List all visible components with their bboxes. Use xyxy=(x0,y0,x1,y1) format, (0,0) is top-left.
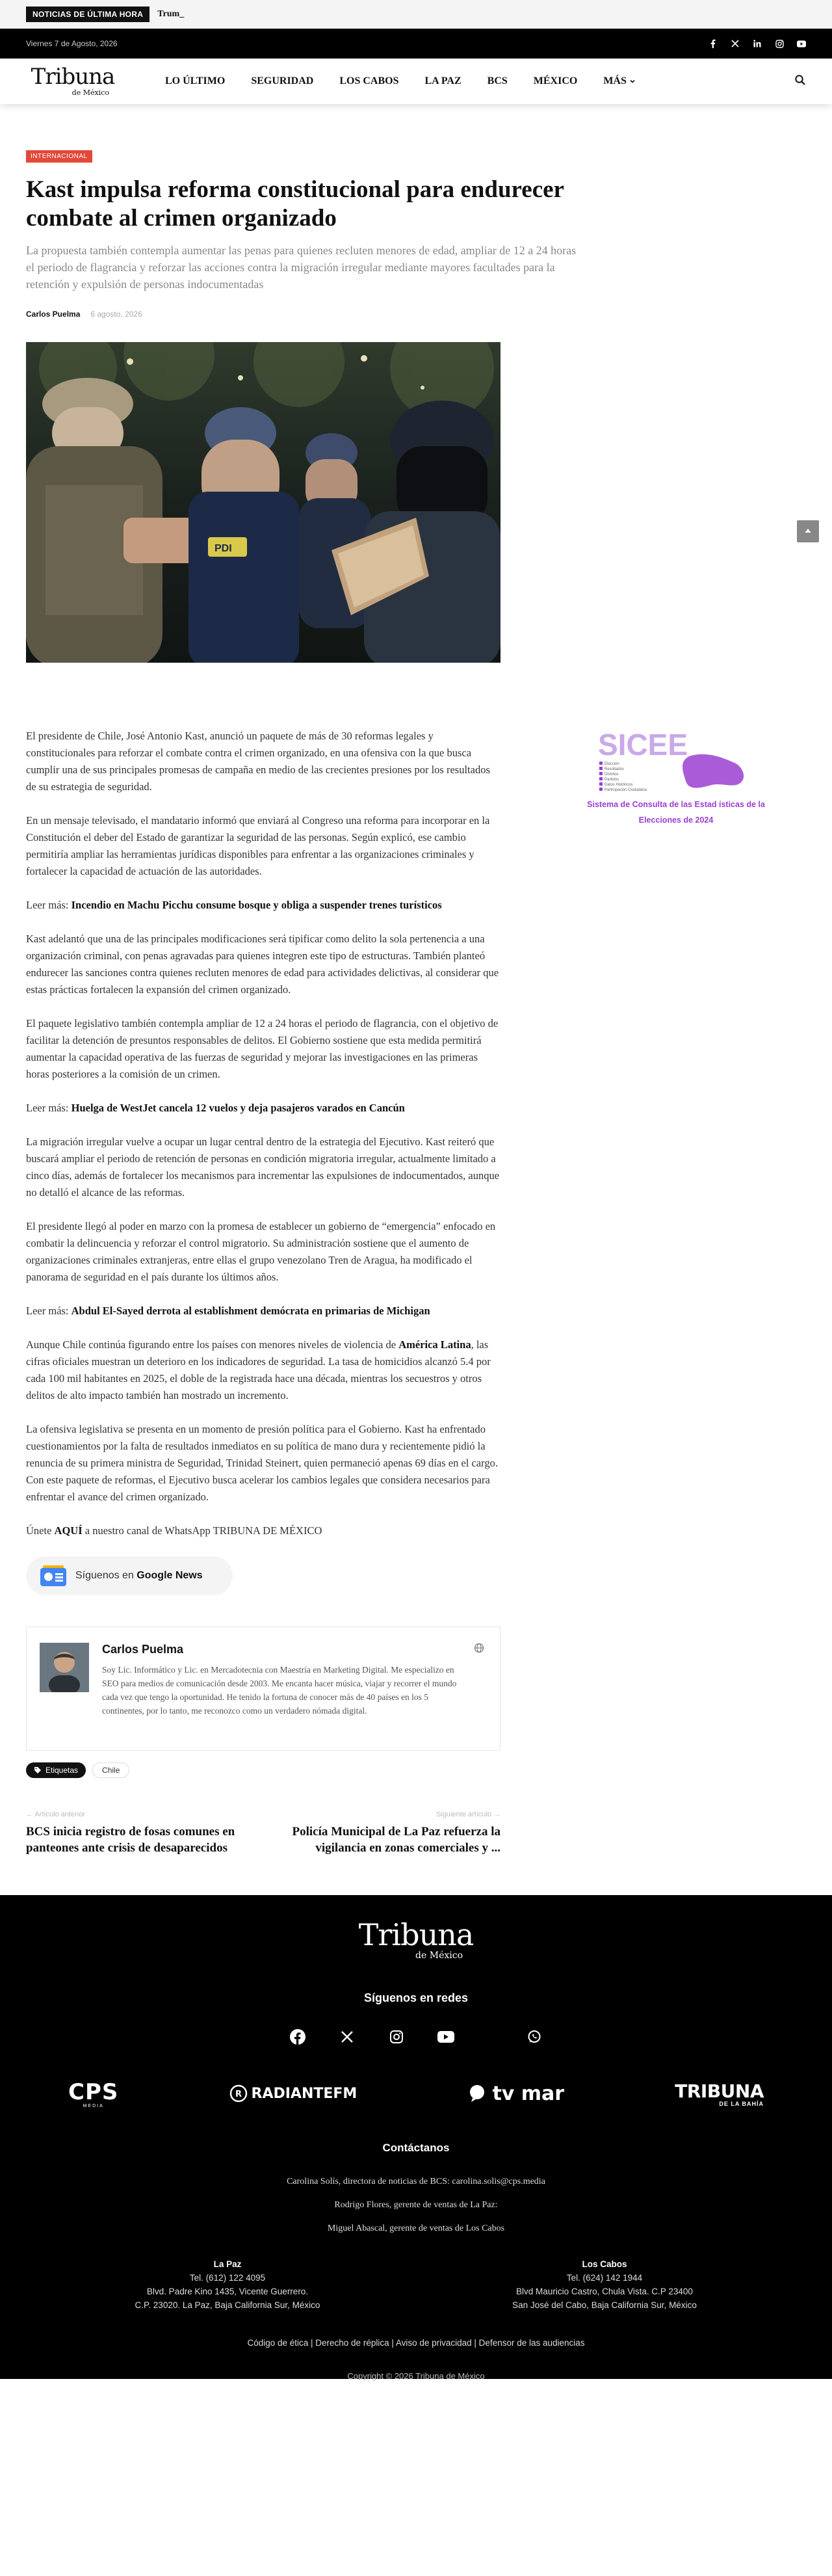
next-article-label: Siguiente artículo → xyxy=(436,1811,500,1818)
author-name[interactable]: Carlos Puelma xyxy=(102,1643,184,1656)
author-box xyxy=(26,1627,500,1751)
logo-sub-text: de México xyxy=(72,88,109,97)
chevron-down-icon xyxy=(629,78,636,85)
paragraph-text: , las cifras oficiales muestran un deterioro en los indicadores de seguridad. La tasa de homicidios alcanzó 5.4 por cada 100 mil habitantes en 2025, el doble de la registrada hace una década, mientras los secuestros y otros delitos de alto impacto también han mostrado un incremento. xyxy=(26,1338,491,1401)
brand-tribuna-text: TRIBUNA xyxy=(675,2080,764,2102)
office-address: Blvd. Padre Kino 1435, Vicente Guerrero. xyxy=(146,2287,309,2296)
paragraph: El presidente llegó al poder en marzo con la promesa de establecer un gobierno de “emergencia” enfocado en combatir la delincuencia y reforzar el control migratorio. Su administración sostiene que el aumento de organizaciones criminales extranjeras, entre ellas el grupo venezolano Tren de Aragua, ha modificado el panorama de seguridad en el país durante los últimos años. xyxy=(26,1220,496,1283)
paragraph: El presidente de Chile, José Antonio Kast, anunció un paquete de más de 30 reformas legales y constitucionales para reforzar el combate contra el crimen organizado, en una ofensiva con la que busca cumplir una de sus principales promesas de campaña en medio de las crecientes presiones por los resultados de su estrategia de seguridad. xyxy=(26,730,490,793)
site-logo[interactable] xyxy=(26,63,120,100)
back-to-top-button[interactable] xyxy=(797,520,819,542)
brand-cps-media[interactable] xyxy=(68,2079,118,2108)
search-icon xyxy=(794,74,806,86)
read-more-label: Leer más: xyxy=(26,899,72,911)
whatsapp-cta xyxy=(26,1522,500,1539)
breaking-news-label: NOTICIAS DE ÚLTIMA HORA xyxy=(26,7,150,22)
youtube-icon[interactable] xyxy=(797,39,806,48)
contacts-list xyxy=(0,2170,832,2240)
svg-text:Participación Ciudadana: Participación Ciudadana xyxy=(604,788,647,792)
author-bio: Soy Lic. Informático y Lic. en Mercadotecnia con Maestría en Marketing Digital. Me especializo en SEO para medios de comunicación desde 2003. Me encanta hacer música, viajar y recorrer el mundo cada vez que tengo la oportunidad. He tenido la fortuna de conocer más de 40 países en los 5 continentes, por lo tanto, me reconozco como un verdadero nómada digital. xyxy=(102,1665,457,1716)
brand-tvmar-text: tv mar xyxy=(492,2082,565,2105)
nav-item-mas-label: MÁS xyxy=(603,75,627,86)
breaking-news-bar xyxy=(0,0,832,29)
article-content xyxy=(26,728,500,1856)
google-news-icon xyxy=(40,1565,66,1586)
article-subtitle: La propuesta también contempla aumentar las penas para quienes recluten menores de edad, ampliar de 12 a 24 horas el periodo de flagrancia y reforzar las acciones contra la migración irregular mediante mayores facultades para la retención y expulsión de personas indocumentadas xyxy=(26,244,577,291)
author-avatar[interactable] xyxy=(40,1643,89,1692)
svg-text:Datos Históricos: Datos Históricos xyxy=(604,783,633,787)
contact-line: Rodrigo Flores, gerente de ventas de La Paz: xyxy=(334,2200,498,2210)
nav-item-bcs[interactable]: BCS xyxy=(487,75,508,86)
svg-text:SICEE: SICEE xyxy=(598,728,688,762)
svg-text:R: R xyxy=(235,2090,242,2099)
office-phone[interactable]: Tel. (612) 122 4095 xyxy=(189,2273,266,2283)
footer-logo-main: Tribuna xyxy=(358,1917,474,1952)
paragraph: La ofensiva legislativa se presenta en un momento de presión política para el Gobierno. Kast ha enfrentado cuestionamientos por la falta de resultados inmediatos en su política de mano dura y recientemente pidió la renuncia de su primera ministra de Seguridad, Trinidad Steinert, quien permaneció apenas 69 días en el cargo. Con este paquete de reformas, el Ejecutivo busca acelerar los cambios legales que considera necesarios para enfrentar el avance del crimen organizado. xyxy=(26,1423,498,1503)
top-bar xyxy=(0,29,832,59)
read-more-link[interactable]: Abdul El-Sayed derrota al establishment demócrata en primarias de Michigan xyxy=(71,1305,430,1317)
main-nav xyxy=(165,75,794,87)
svg-text:Distritos: Distritos xyxy=(604,773,619,777)
office-address: Blvd Mauricio Castro, Chula Vista. C.P 23400 xyxy=(516,2287,693,2296)
footer-logo-sub: de México xyxy=(415,1950,463,1961)
america-latina-link[interactable]: América Latina xyxy=(398,1338,471,1351)
nav-item-mexico[interactable]: MÉXICO xyxy=(533,75,578,86)
whatsapp-cta-text: Únete xyxy=(26,1524,55,1537)
whatsapp-cta-text: a nuestro canal de WhatsApp TRIBUNA DE MÉXICO xyxy=(82,1524,322,1537)
tags-label-text: Etiquetas xyxy=(46,1766,79,1775)
facebook-icon[interactable] xyxy=(708,39,718,48)
read-more-label: Leer más: xyxy=(26,1102,72,1114)
contact-line: Miguel Abascal, gerente de ventas de Los Cabos xyxy=(327,2224,505,2233)
arrow-up-icon xyxy=(804,527,812,535)
article-hero-image xyxy=(26,342,500,663)
office-los-cabos xyxy=(468,2257,741,2312)
brand-cps-text: CPS xyxy=(68,2078,119,2105)
paragraph: La migración irregular vuelve a ocupar un lugar central dentro de la estrategia del Ejecutivo. Kast reiteró que buscará ampliar el periodo de retención de personas en condición migratoria irregular, actualmente limitado a cinco días, además de fortalecer los mecanismos para incrementar las expulsiones de indocumentados, aunque no detalló el alcance de las reformas. xyxy=(26,1135,500,1199)
svg-text:Elecciones de 2024: Elecciones de 2024 xyxy=(638,816,714,825)
brand-radiante-fm[interactable] xyxy=(229,2084,358,2103)
nav-item-los-cabos[interactable]: LOS CABOS xyxy=(339,75,399,86)
nav-item-mas[interactable] xyxy=(603,75,636,87)
svg-text:Sistema de Consulta de las Est: Sistema de Consulta de las Estad ísticas de la xyxy=(587,800,765,809)
previous-article-label: ← Artículo anterior xyxy=(26,1811,86,1818)
paragraph: El paquete legislativo también contempla ampliar de 12 a 24 horas el periodo de flagrancia, con el objetivo de facilitar la detención de presuntos responsables de delitos. El Gobierno sostiene que esta medida permitirá aumentar la capacidad operativa de las fuerzas de seguridad y mejorar las investigaciones en las primeras horas posteriores a la comisión de un crimen. xyxy=(26,1017,499,1080)
article-container xyxy=(26,104,806,1856)
instagram-icon[interactable] xyxy=(775,39,784,48)
brand-cps-sub: MEDIA xyxy=(83,2103,104,2108)
svg-text:Resultados: Resultados xyxy=(604,767,625,771)
office-address: C.P. 23020. La Paz, Baja California Sur, México xyxy=(135,2300,320,2310)
article-title: Kast impulsa reforma constitucional para endurecer combate al crimen organizado xyxy=(26,176,564,232)
next-article-title: Policía Municipal de La Paz refuerza la vigilancia en zonas comerciales y ... xyxy=(292,1825,500,1855)
nav-item-la-paz[interactable]: LA PAZ xyxy=(424,75,462,86)
read-more-link[interactable]: Huelga de WestJet cancela 12 vuelos y deja pasajeros varados en Cancún xyxy=(71,1102,405,1114)
paragraph: Kast adelantó que una de las principales modificaciones será tipificar como delito la sola pertenencia a una organización criminal, con penas agravadas para quienes integren este tipo de estructuras. También planteó endurecer las sanciones contra quienes recluten menores de edad para actividades delictivas, al considerar que estas prácticas fortalecen la expansión del crimen organizado. xyxy=(26,933,499,996)
instagram-icon[interactable] xyxy=(388,2028,405,2045)
footer-social-links xyxy=(0,2028,832,2045)
whatsapp-link[interactable]: AQUÍ xyxy=(54,1524,83,1537)
x-twitter-icon[interactable] xyxy=(731,39,740,48)
current-date: Viernes 7 de Agosto, 2026 xyxy=(26,39,118,48)
youtube-icon[interactable] xyxy=(437,2028,454,2045)
office-phone[interactable]: Tel. (624) 142 1944 xyxy=(566,2273,643,2283)
logo-main-text: Tribuna xyxy=(31,63,115,90)
whatsapp-icon[interactable] xyxy=(526,2028,543,2045)
contact-line: Carolina Solís, directora de noticias de BCS: carolina.solis@cps.media xyxy=(287,2177,545,2186)
read-more xyxy=(26,897,500,914)
brand-tribuna-sub: DE LA BAHÍA xyxy=(719,2100,764,2107)
search-button[interactable] xyxy=(794,74,806,89)
footer-logo[interactable] xyxy=(351,1915,481,1967)
previous-article-title: BCS inicia registro de fosas comunes en panteones ante crisis de desaparecidos xyxy=(26,1825,235,1855)
sidebar-ad-sicee[interactable] xyxy=(578,728,774,838)
article-author[interactable]: Carlos Puelma xyxy=(26,310,81,319)
sidebar xyxy=(526,728,806,1856)
brand-radiante-text: RADIANTEFM xyxy=(251,2085,358,2102)
tvmar-logo-icon xyxy=(467,2084,487,2103)
top-social-links xyxy=(708,39,806,48)
linkedin-icon[interactable] xyxy=(753,39,762,48)
legal-links[interactable]: Código de ética | Derecho de réplica | Aviso de privacidad | Defensor de las audiencias xyxy=(247,2338,585,2348)
partner-brands xyxy=(68,2074,764,2113)
x-twitter-icon[interactable] xyxy=(339,2028,356,2045)
office-address: San José del Cabo, Baja California Sur, México xyxy=(512,2300,697,2310)
google-news-brand: Google News xyxy=(136,1570,203,1581)
svg-text:Partidos: Partidos xyxy=(604,778,619,782)
hero-photo xyxy=(26,342,500,663)
previous-article-link[interactable] xyxy=(26,1811,247,1856)
google-news-button[interactable] xyxy=(26,1556,233,1595)
site-footer xyxy=(0,1895,832,2379)
category-badge[interactable]: INTERNACIONAL xyxy=(26,150,92,163)
post-navigation xyxy=(26,1811,500,1856)
brand-tv-mar[interactable] xyxy=(467,2082,564,2105)
article-header xyxy=(26,104,592,319)
paragraph: En un mensaje televisado, el mandatario informó que enviará al Congreso una reforma para incorporar en la Constitución el deber del Estado de garantizar la seguridad de las personas. Según explicó, ese cambio permitiría ampliar las herramientas jurídicas disponibles para enfrentar a las organizaciones criminales y fortalecer la capacidad de actuación de las autoridades. xyxy=(26,814,490,877)
google-news-text xyxy=(75,1570,203,1582)
article-meta xyxy=(26,310,592,319)
office-la-paz xyxy=(91,2257,364,2312)
tag-icon xyxy=(34,1766,42,1774)
nav-item-lo-ultimo[interactable]: LO ÚLTIMO xyxy=(165,75,226,86)
article-body-row xyxy=(26,728,806,1856)
office-addresses xyxy=(91,2257,741,2312)
footer-follow-title: Síguenos en redes xyxy=(363,1991,469,2004)
read-more xyxy=(26,1303,500,1320)
next-article-link[interactable] xyxy=(280,1811,500,1856)
read-more-label: Leer más: xyxy=(26,1305,72,1317)
paragraph-text: Aunque Chile continúa figurando entre los países con menores niveles de violencia de xyxy=(26,1338,399,1351)
globe-icon[interactable] xyxy=(474,1643,484,1653)
breaking-news-item[interactable]: Trum_ xyxy=(157,9,185,19)
tags-label xyxy=(26,1762,86,1778)
facebook-icon[interactable] xyxy=(289,2028,306,2045)
tag-chile[interactable]: Chile xyxy=(92,1762,129,1778)
svg-text:Elección: Elección xyxy=(604,762,619,766)
read-more-link[interactable]: Incendio en Machu Picchu consume bosque y obliga a suspender trenes turísticos xyxy=(71,899,442,911)
contacts-title: Contáctanos xyxy=(382,2142,450,2154)
radiante-logo-icon xyxy=(229,2084,248,2103)
nav-item-seguridad[interactable]: SEGURIDAD xyxy=(251,75,314,86)
office-city: Los Cabos xyxy=(582,2259,627,2269)
read-more xyxy=(26,1100,500,1117)
tags-row xyxy=(26,1762,500,1778)
google-news-prefix: Síguenos en xyxy=(75,1570,137,1581)
office-city: La Paz xyxy=(213,2259,242,2269)
site-header xyxy=(0,59,832,104)
article-date: 6 agosto, 2026 xyxy=(90,310,142,319)
svg-text:PDI: PDI xyxy=(214,543,232,554)
paragraph xyxy=(26,1336,500,1404)
copyright: Copyright © 2026 Tribuna de México xyxy=(347,2371,485,2381)
brand-tribuna-bahia[interactable] xyxy=(675,2080,764,2107)
